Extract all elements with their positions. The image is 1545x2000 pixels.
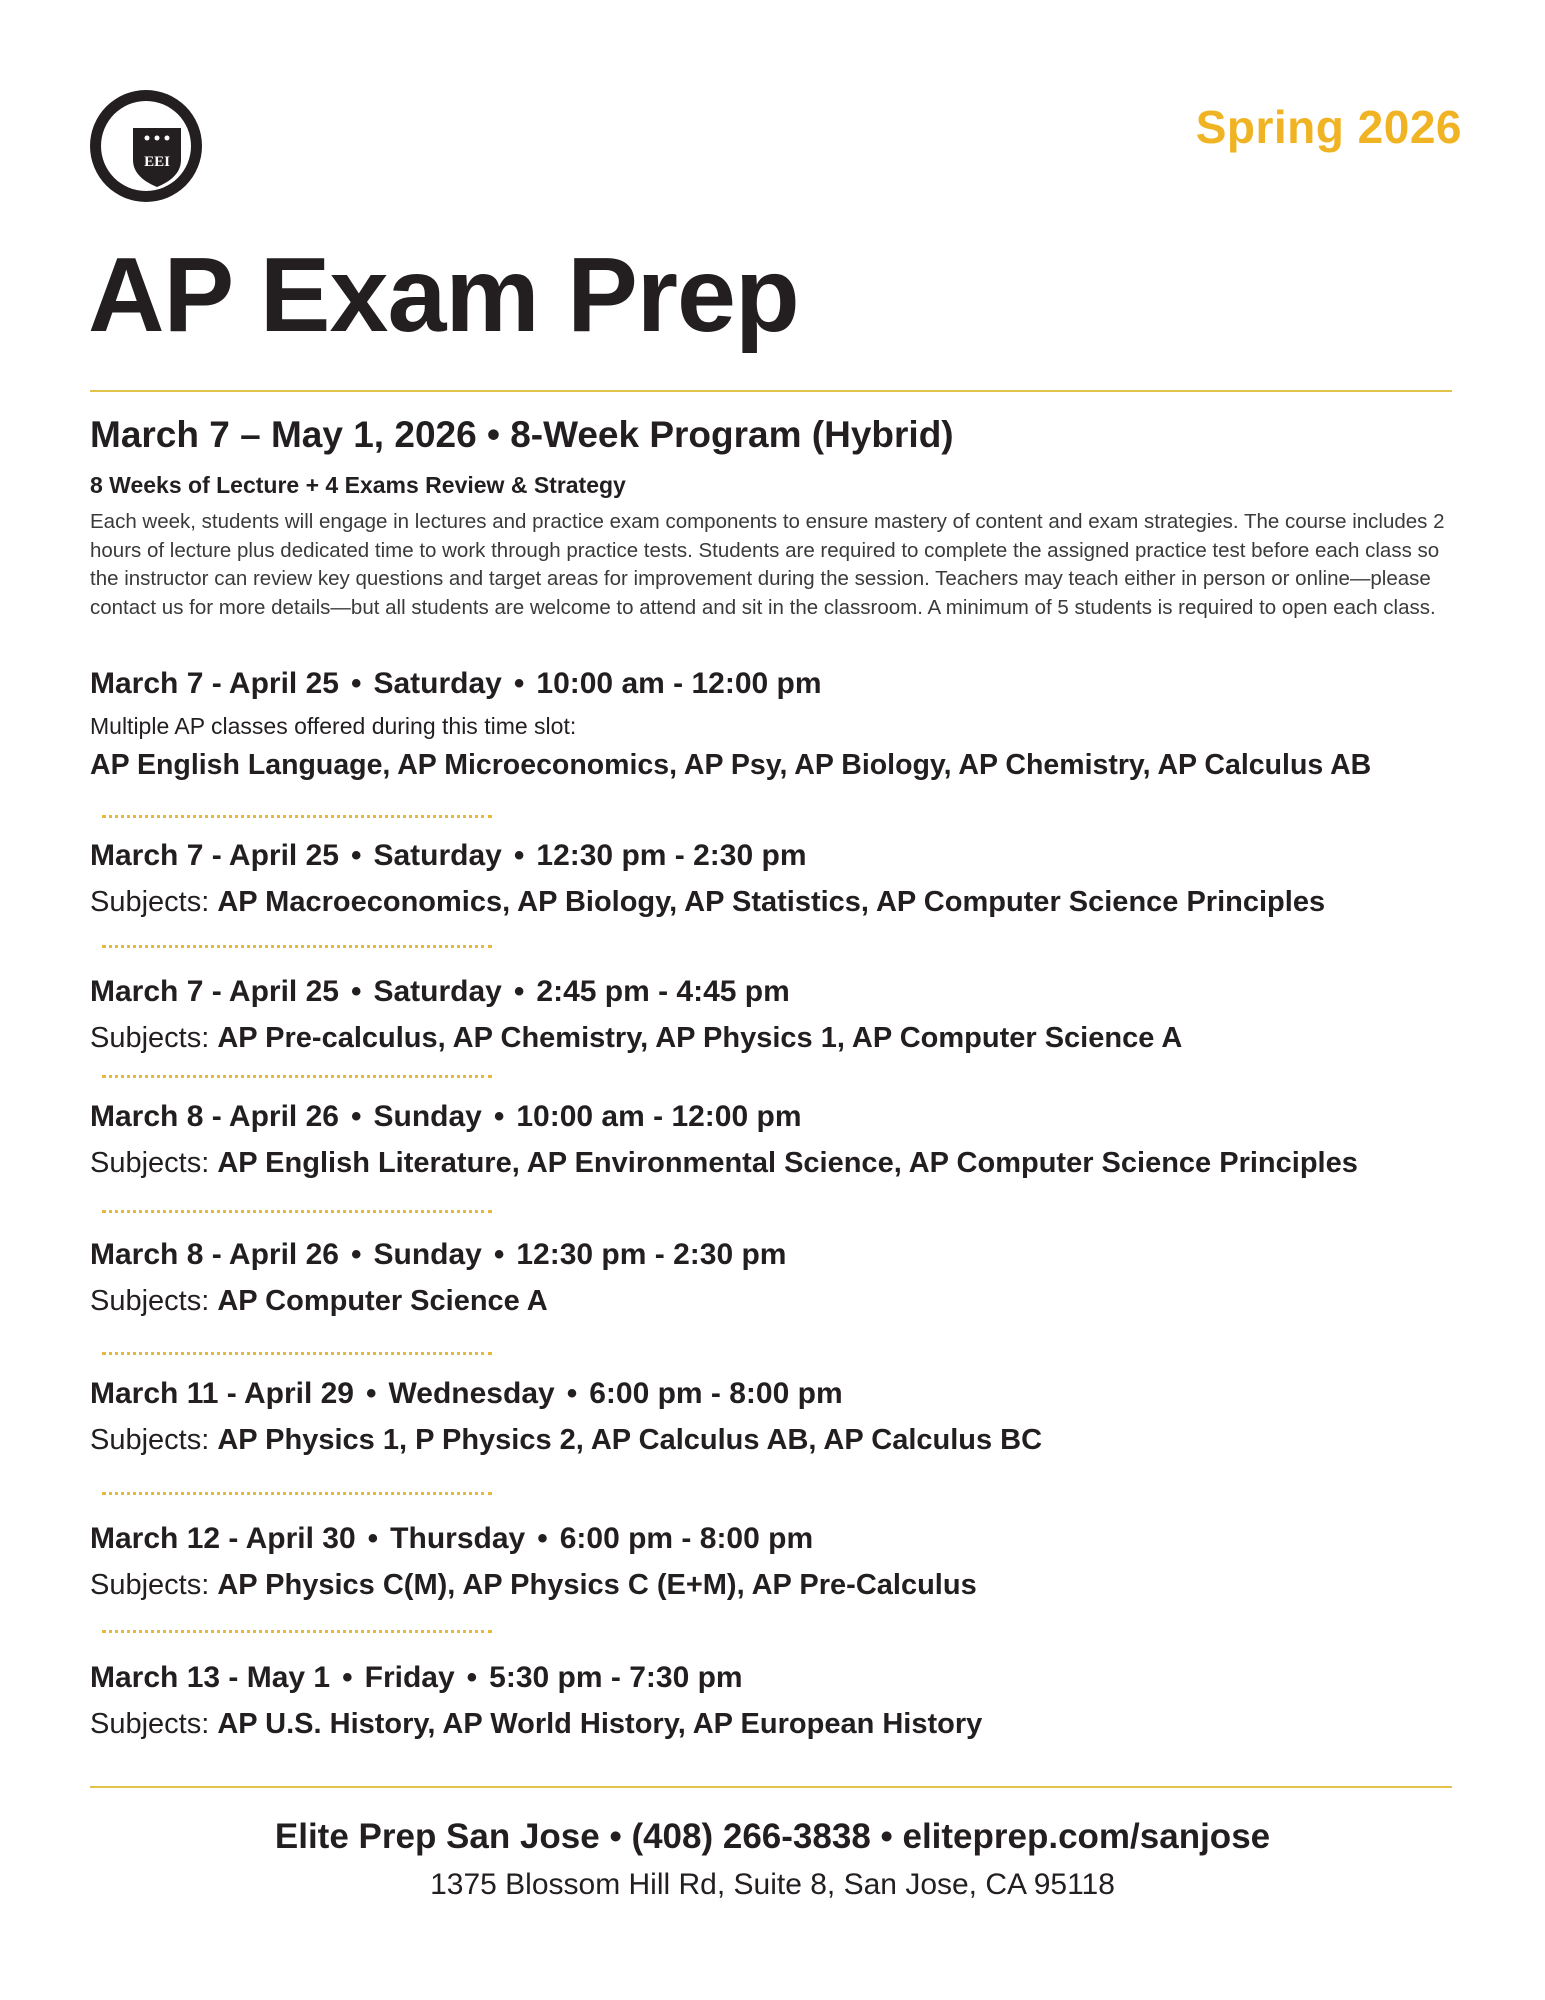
separator-dot: • — [350, 667, 362, 700]
subjects-label: Subjects: — [90, 1569, 210, 1601]
session-3 — [90, 974, 1490, 1056]
separator-dot: • — [566, 1377, 578, 1410]
dotted-divider — [102, 945, 492, 948]
session-when — [90, 974, 1490, 1010]
separator-dot: • — [513, 975, 525, 1008]
session-subjects: AP English Language, AP Microeconomics, AP Psy, AP Biology, AP Chemistry, AP Calculus AB — [90, 749, 1372, 781]
session-when — [90, 1521, 1490, 1557]
separator-dot: • — [493, 1100, 505, 1133]
session-when — [90, 1376, 1490, 1412]
session-when — [90, 838, 1490, 874]
session-subjects: AP Physics C(M), AP Physics C (E+M), AP Pre-Calculus — [217, 1569, 977, 1601]
dotted-divider — [102, 1492, 492, 1495]
session-time: 12:30 pm - 2:30 pm — [536, 839, 807, 872]
page-title: AP Exam Prep — [88, 236, 799, 354]
session-dates: March 12 - April 30 — [90, 1522, 356, 1555]
separator-dot: • — [493, 1238, 505, 1271]
separator-dot: • — [513, 839, 525, 872]
subjects-label: Subjects: — [90, 1424, 210, 1456]
separator-dot: • — [350, 975, 362, 1008]
session-4 — [90, 1099, 1490, 1181]
separator-dot: • — [367, 1522, 379, 1555]
session-day: Wednesday — [388, 1377, 555, 1410]
session-subjects-line — [90, 1567, 1490, 1603]
separator-dot: • — [466, 1661, 478, 1694]
separator-dot: • — [366, 1377, 377, 1410]
session-subjects-line — [90, 884, 1490, 920]
top-divider — [90, 390, 1452, 392]
session-subjects-line — [90, 1422, 1490, 1458]
session-1 — [90, 666, 1490, 782]
subjects-label: Subjects: — [90, 1708, 210, 1740]
session-time: 10:00 am - 12:00 pm — [536, 667, 822, 700]
session-dates: March 7 - April 25 — [90, 667, 339, 700]
separator-dot: • — [342, 1661, 353, 1694]
separator-dot: • — [350, 1238, 362, 1271]
session-when — [90, 1660, 1490, 1696]
dotted-divider — [102, 815, 492, 818]
session-time: 5:30 pm - 7:30 pm — [489, 1661, 743, 1694]
session-subjects: AP Physics 1, P Physics 2, AP Calculus AB, AP Calculus BC — [217, 1424, 1043, 1456]
program-dates: March 7 – May 1, 2026 • 8-Week Program (Hybrid) — [90, 414, 954, 455]
session-subjects-line — [90, 1145, 1490, 1181]
session-day: Sunday — [373, 1100, 482, 1133]
session-time: 10:00 am - 12:00 pm — [516, 1100, 802, 1133]
dotted-divider — [102, 1352, 492, 1355]
session-note: Multiple AP classes offered during this time slot: — [90, 713, 577, 739]
footer-contact: Elite Prep San Jose • (408) 266-3838 • eliteprep.com/sanjose — [274, 1817, 1271, 1856]
session-2 — [90, 838, 1490, 920]
session-time: 6:00 pm - 8:00 pm — [559, 1522, 814, 1555]
program-subhead: 8 Weeks of Lecture + 4 Exams Review & Strategy — [90, 472, 626, 498]
session-time: 6:00 pm - 8:00 pm — [589, 1377, 843, 1410]
session-day: Saturday — [373, 975, 502, 1008]
session-dates: March 8 - April 26 — [90, 1100, 339, 1133]
session-day: Thursday — [390, 1522, 526, 1555]
session-6 — [90, 1376, 1490, 1458]
session-day: Sunday — [373, 1238, 482, 1271]
bottom-divider — [90, 1786, 1452, 1788]
subjects-label: Subjects: — [90, 1147, 210, 1179]
session-subjects: AP U.S. History, AP World History, AP European History — [217, 1708, 983, 1740]
session-dates: March 11 - April 29 — [90, 1377, 354, 1410]
session-time: 2:45 pm - 4:45 pm — [536, 975, 790, 1008]
shield-logo-icon — [131, 126, 183, 188]
session-day: Saturday — [373, 839, 502, 872]
session-dates: March 7 - April 25 — [90, 839, 339, 872]
subjects-label: Subjects: — [90, 1285, 210, 1317]
subjects-label: Subjects: — [90, 1022, 210, 1054]
separator-dot: • — [537, 1522, 548, 1555]
session-dates: March 13 - May 1 — [90, 1661, 331, 1694]
session-dates: March 8 - April 26 — [90, 1238, 339, 1271]
logo — [90, 90, 202, 202]
session-subjects: AP English Literature, AP Environmental Science, AP Computer Science Principles — [217, 1147, 1358, 1179]
session-8 — [90, 1660, 1490, 1742]
dotted-divider — [102, 1210, 492, 1213]
session-subjects: AP Computer Science A — [217, 1285, 548, 1317]
session-subjects-line — [90, 1020, 1490, 1056]
session-day: Friday — [364, 1661, 455, 1694]
session-when — [90, 666, 1490, 702]
season-label: Spring 2026 — [1195, 101, 1462, 153]
subjects-label: Subjects: — [90, 886, 210, 918]
session-subjects: AP Pre-calculus, AP Chemistry, AP Physics 1, AP Computer Science A — [217, 1022, 1183, 1054]
separator-dot: • — [350, 839, 362, 872]
footer-address: 1375 Blossom Hill Rd, Suite 8, San Jose, CA 95118 — [430, 1868, 1115, 1901]
dotted-divider — [102, 1075, 492, 1078]
session-when — [90, 1237, 1490, 1273]
dotted-divider — [102, 1630, 492, 1633]
session-subjects: AP Macroeconomics, AP Biology, AP Statistics, AP Computer Science Principles — [217, 886, 1326, 918]
separator-dot: • — [350, 1100, 362, 1133]
session-subjects-line — [90, 1706, 1490, 1742]
session-dates: March 7 - April 25 — [90, 975, 339, 1008]
session-day: Saturday — [373, 667, 502, 700]
session-when — [90, 1099, 1490, 1135]
separator-dot: • — [513, 667, 525, 700]
session-time: 12:30 pm - 2:30 pm — [516, 1238, 787, 1271]
program-description: Each week, students will engage in lectures and practice exam components to ensure mastery of content and exam strategies. The course includes 2 hours of lecture plus dedicated time to work through practice tests. Students are required to complete the assigned practice test before each class so the instructor can review key questions and target areas for improvement during the session. Teachers may teach either in person or online—please contact us for more details—but all students are welcome to attend and sit in the classroom. A minimum of 5 students is required to open each class. — [90, 510, 1445, 619]
session-7 — [90, 1521, 1490, 1603]
session-5 — [90, 1237, 1490, 1319]
logo-text: EEI — [144, 154, 170, 170]
session-subjects-line — [90, 1283, 1490, 1319]
